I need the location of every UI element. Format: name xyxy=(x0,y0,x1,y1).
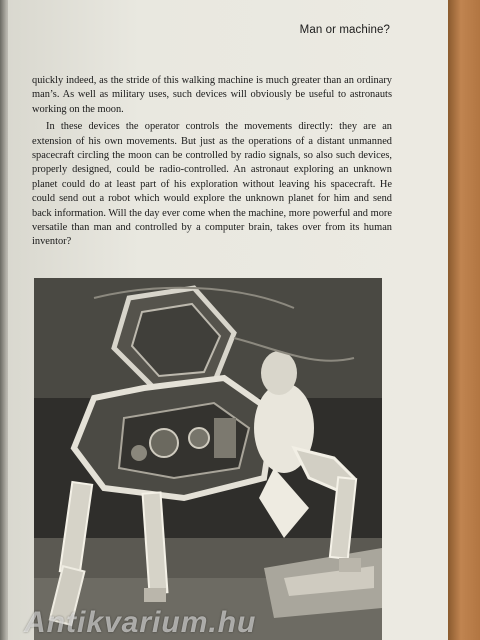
paragraph-continuation: quickly indeed, as the stride of this walking machine is much greater than an ordinary man’s. As well as military uses, such devices will obviously be useful to astronauts working on the moon. xyxy=(32,75,392,115)
photo-illustration xyxy=(34,278,382,640)
book-cover-edge xyxy=(448,0,480,640)
paragraph-main: In these devices the operator controls the movements directly: they are an extension of his own movements. But just as the operations of a distant unmanned spacecraft circling the moon can be controlled by radio signals, so also such devices, properly designed, could be radio-controlled. An astronaut exploring an unknown planet could do at least part of his exploration without leaving his spacecraft. He could send out a robot which would explore the unknown planet for him and send back information. Will the day ever come when the machine, more powerful and more versatile than man and controlled by a computer brain, takes over from its human inventor? xyxy=(32,121,392,248)
book-page xyxy=(8,0,448,640)
walking-machine-photo xyxy=(34,278,382,640)
watermark-logo: Antikvarium.hu xyxy=(24,606,257,639)
body-text xyxy=(32,74,392,250)
running-head: Man or machine? xyxy=(299,24,390,36)
